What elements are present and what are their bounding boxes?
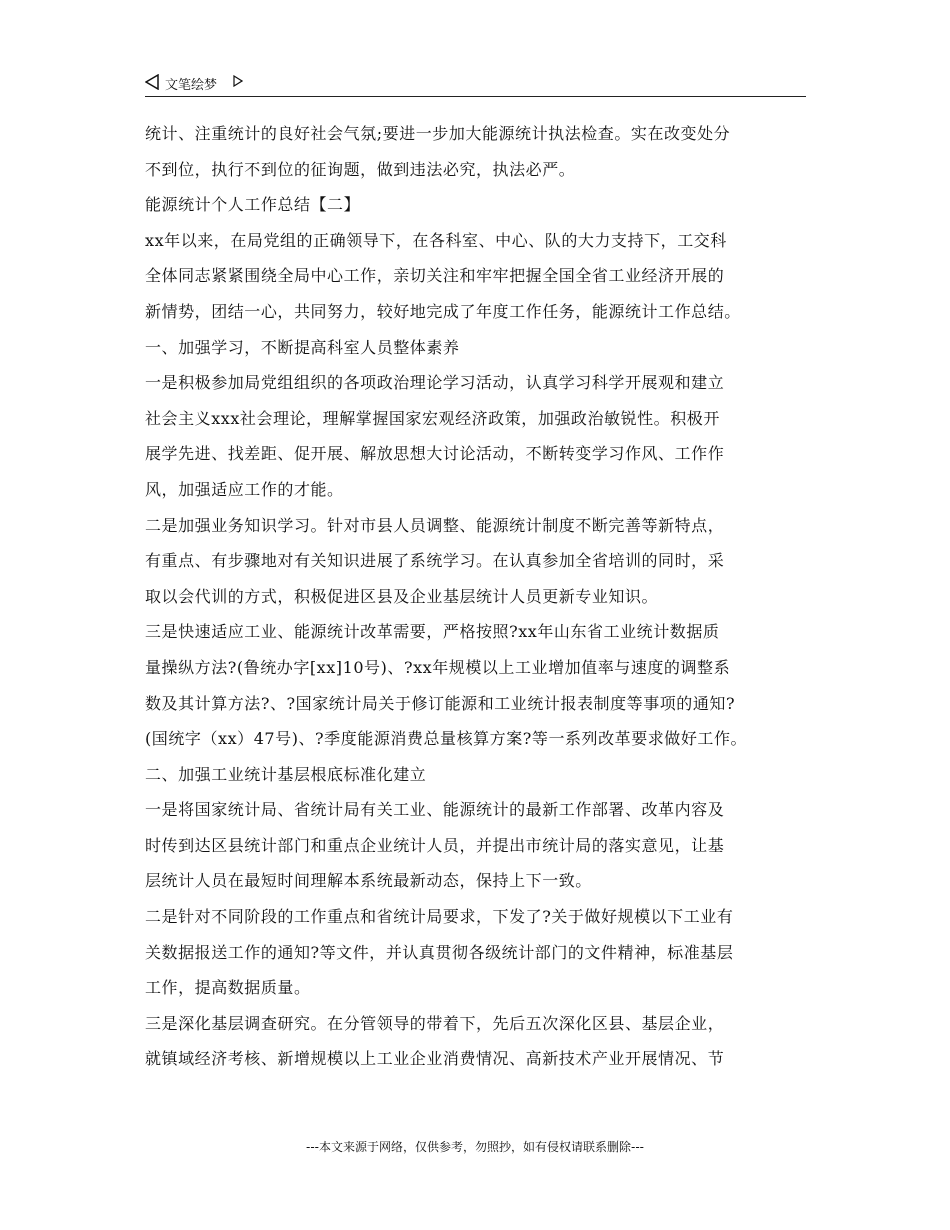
page-header	[145, 70, 806, 97]
text-line: 三是深化基层调查研究。在分管领导的带着下，先后五次深化区县、基层企业，	[145, 1013, 725, 1033]
section-title: 能源统计个人工作总结【二】	[145, 195, 361, 215]
text-line: 新情势，团结一心，共同努力，较好地完成了年度工作任务，能源统计工作总结。	[145, 301, 741, 321]
text-line: 社会主义xxx社会理论，理解掌握国家宏观经济政策，加强政治敏锐性。积极开	[145, 408, 720, 428]
text-line: 展学先进、找差距、促开展、解放思想大讨论活动，不断转变学习作风、工作作	[145, 444, 725, 464]
text-line: xx年以来，在局党组的正确领导下，在各科室、中心、队的大力支持下，工交科	[145, 230, 727, 250]
page-footer: ---本文来源于网络，仅供参考，勿照抄，如有侵权请联系删除---	[306, 1140, 644, 1154]
text-line: 取以会代训的方式，积极促进区县及企业基层统计人员更新专业知识。	[145, 586, 659, 606]
text-line: 工作，提高数据质量。	[145, 978, 311, 998]
header-title: 文笔绘梦	[165, 78, 218, 93]
text-line: 统计、注重统计的良好社会气氛;要进一步加大能源统计执法检查。实在改变处分	[145, 124, 731, 143]
text-line: 有重点、有步骤地对有关知识进展了系统学习。在认真参加全省培训的同时，采	[145, 551, 725, 571]
text-line: 量操纵方法?(鲁统办字[xx]10号)、?xx年规模以上工业增加值率与速度的调整系	[145, 657, 731, 677]
text-line: 时传到达区县统计部门和重点企业统计人员，并提出市统计局的落实意见，让基	[145, 835, 725, 855]
document-body	[145, 116, 813, 1077]
section-heading: 二、加强工业统计基层根底标准化建立	[145, 764, 427, 784]
text-line: 二是加强业务知识学习。针对市县人员调整、能源统计制度不断完善等新特点，	[145, 515, 725, 535]
text-line: 三是快速适应工业、能源统计改革需要，严格按照?xx年山东省工业统计数据质	[145, 622, 720, 642]
text-line: 风，加强适应工作的才能。	[145, 479, 344, 499]
text-line: (国统字（xx）47号)、?季度能源消费总量核算方案?等一系列改革要求做好工作。	[145, 729, 748, 749]
text-line: 层统计人员在最短时间理解本系统最新动态，保持上下一致。	[145, 871, 592, 891]
text-line: 一是积极参加局党组组织的各项政治理论学习活动，认真学习科学开展观和建立	[145, 373, 725, 393]
text-line: 二是针对不同阶段的工作重点和省统计局要求，下发了?关于做好规模以下工业有	[145, 907, 734, 927]
section-heading: 一、加强学习，不断提高科室人员整体素养	[145, 337, 460, 357]
text-line: 一是将国家统计局、省统计局有关工业、能源统计的最新工作部署、改革内容及	[145, 800, 725, 820]
triangle-left-icon	[145, 74, 159, 90]
text-line: 关数据报送工作的通知?等文件，并认真贯彻各级统计部门的文件精神，标准基层	[145, 942, 734, 962]
text-line: 全体同志紧紧围绕全局中心工作，亲切关注和牢牢把握全国全省工业经济开展的	[145, 266, 725, 286]
text-line: 不到位，执行不到位的征询题，做到违法必究，执法必严。	[145, 159, 576, 179]
text-line: 就镇域经济考核、新增规模以上工业企业消费情况、高新技术产业开展情况、节	[145, 1049, 725, 1069]
text-line: 数及其计算方法?、?国家统计局关于修订能源和工业统计报表制度等事项的通知?	[145, 693, 736, 713]
triangle-right-icon	[233, 75, 243, 87]
